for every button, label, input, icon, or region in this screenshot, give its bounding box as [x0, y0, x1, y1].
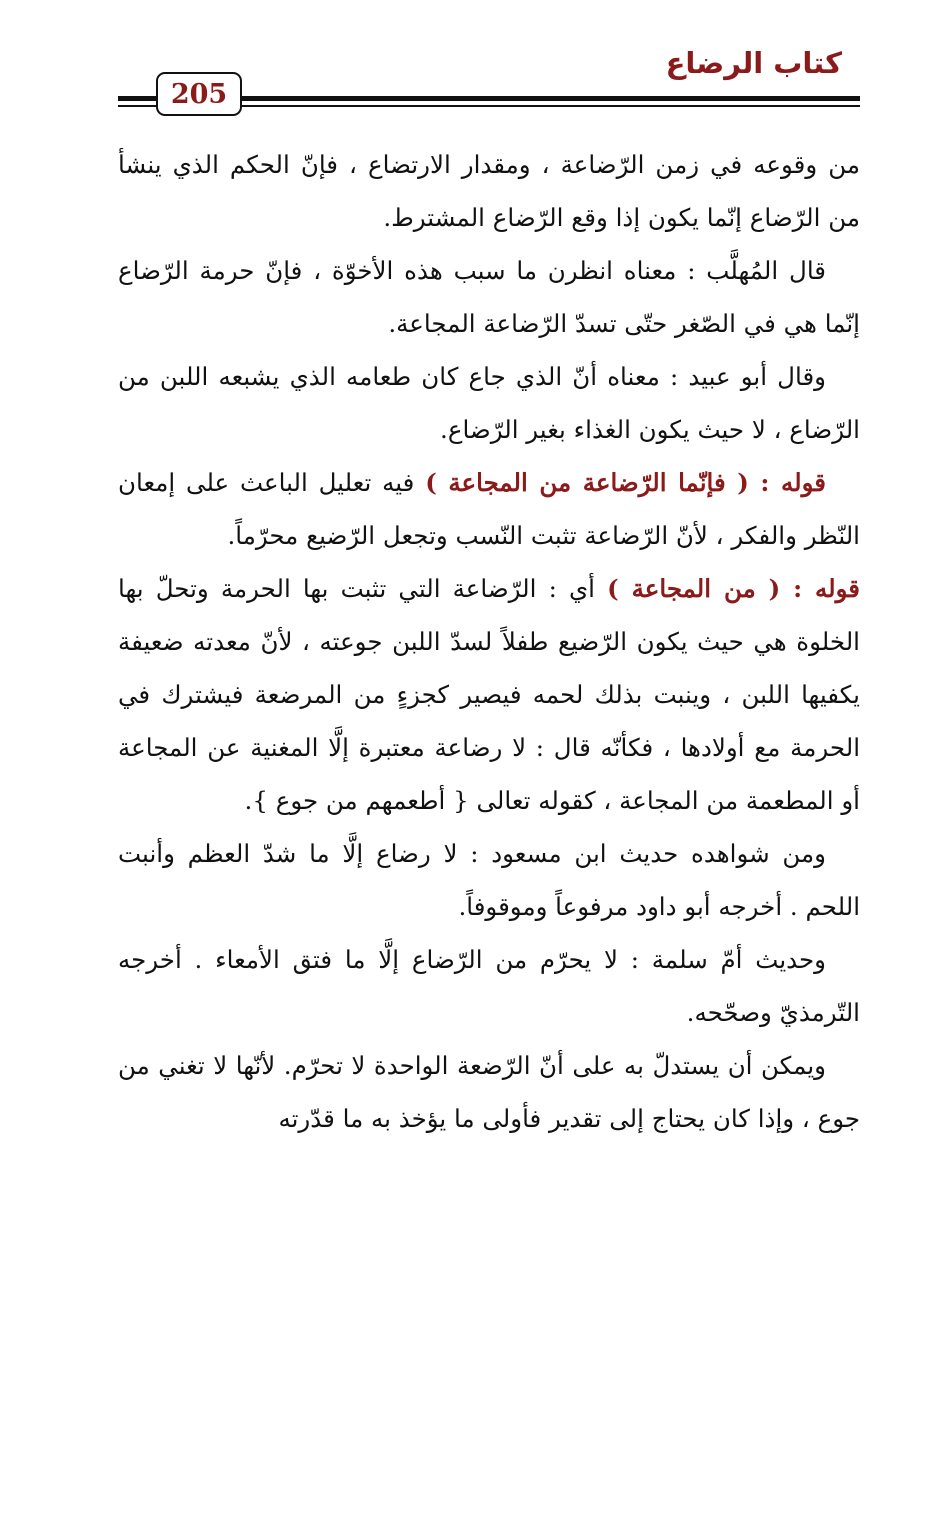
- paragraph-4: [118, 456, 860, 562]
- paragraph-2: قال المُهلَّب : معناه انظرن ما سبب هذه الأخوّة ، فإنّ حرمة الرّضاع إنّما هي في الصّغر حتّى تسدّ الرّضاعة المجاعة.: [118, 256, 860, 338]
- page-body: [118, 138, 860, 1145]
- paragraph-text: أي : الرّضاعة التي تثبت بها الحرمة وتحلّ بها الخلوة هي حيث يكون الرّضيع طفلاً لسدّ اللبن جوعته ، لأنّ معدته ضعيفة يكفيها اللبن ، وينبت بذلك لحمه فيصير كجزءٍ من المرضعة فيشترك في الحرمة مع أولادها ، فكأنّه قال : لا رضاعة معتبرة إلَّا المغنية عن المجاعة أو المطعمة من المجاعة ، كقوله تعالى { أطعمهم من جوع }.: [118, 574, 860, 815]
- page-header: [0, 0, 945, 130]
- page-number: 205: [156, 72, 242, 116]
- paragraph-5: [118, 562, 860, 827]
- paragraph-1: من وقوعه في زمن الرّضاعة ، ومقدار الارتضاع ، فإنّ الحكم الذي ينشأ من الرّضاع إنّما يكون إذا وقع الرّضاع المشترط.: [118, 150, 860, 232]
- quoted-phrase-label: قوله : ( فإنّما الرّضاعة من المجاعة ): [425, 468, 826, 497]
- paragraph-3: وقال أبو عبيد : معناه أنّ الذي جاع كان طعامه الذي يشبعه اللبن من الرّضاع ، لا حيث يكون الغذاء بغير الرّضاع.: [118, 362, 860, 444]
- quoted-phrase-label: قوله : ( من المجاعة ): [607, 574, 860, 603]
- paragraph-7: وحديث أمّ سلمة : لا يحرّم من الرّضاع إلَّا ما فتق الأمعاء . أخرجه التّرمذيّ وصحّحه.: [118, 945, 860, 1027]
- paragraph-text: فيه تعليل الباعث على إمعان النّظر والفكر ، لأنّ الرّضاعة تثبت النّسب وتجعل الرّضيع محرّماً.: [118, 468, 860, 550]
- paragraph-6: ومن شواهده حديث ابن مسعود : لا رضاع إلَّا ما شدّ العظم وأنبت اللحم . أخرجه أبو داود مرفوعاً وموقوفاً.: [118, 839, 860, 921]
- paragraph-8: ويمكن أن يستدلّ به على أنّ الرّضعة الواحدة لا تحرّم. لأنّها لا تغني من جوع ، وإذا كان يحتاج إلى تقدير فأولى ما يؤخذ به ما قدّرته: [118, 1051, 860, 1133]
- book-title: كتاب الرضاع: [665, 46, 842, 80]
